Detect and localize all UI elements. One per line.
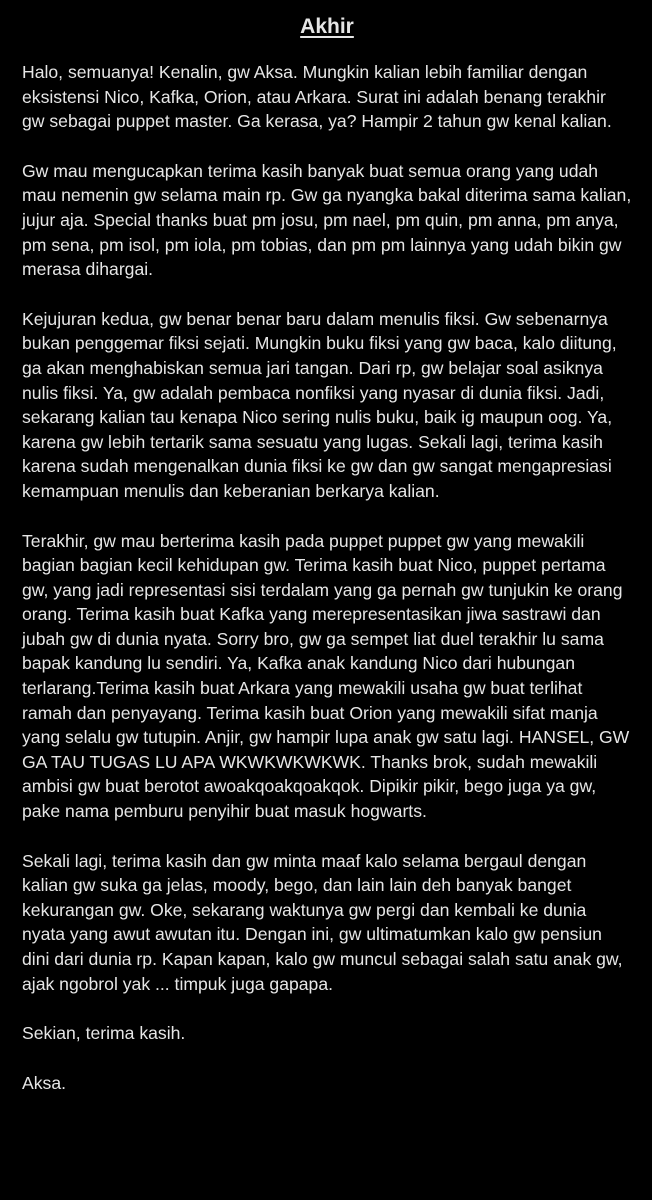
- paragraph-puppets: Terakhir, gw mau berterima kasih pada puppet puppet gw yang mewakili bagian bagian kecil kehidupan gw. Terima kasih buat Nico, puppet pertama gw, yang jadi representasi sisi terdalam yang ga pernah gw tunjukin ke orang orang. Terima kasih buat Kafka yang merepresentasikan jiwa sastrawi dan jubah gw di dunia nyata. Sorry bro, gw ga sempet liat duel terakhir lu sama bapak kandung lu sendiri. Ya, Kafka anak kandung Nico dari hubungan terlarang.Terima kasih buat Arkara yang mewakili usaha gw buat terlihat ramah dan penyayang. Terima kasih buat Orion yang mewakili sifat manja yang selalu gw tutupin. Anjir, gw hampir lupa anak gw satu lagi. HANSEL, GW GA TAU TUGAS LU APA WKWKWKWKWK. Thanks brok, sudah mewakili ambisi gw buat berotot awoakqoakqoakqok. Dipikir pikir, bego juga ya gw, pake nama pemburu penyihir buat masuk hogwarts.: [22, 530, 630, 822]
- paragraph-closing: Sekian, terima kasih.: [22, 1023, 186, 1044]
- signature-text: Aksa.: [22, 1072, 67, 1093]
- page-title: Akhir: [300, 15, 354, 38]
- paragraph-thanks: Gw mau mengucapkan terima kasih banyak buat semua orang yang udah mau nemenin gw selama main rp. Gw ga nyangka bakal diterima sama kalian, jujur aja. Special thanks buat pm josu, pm nael, pm quin, pm anna, pm anya, pm sena, pm isol, pm iola, pm tobias, dan pm pm lainnya yang udah bikin gw merasa dihargai.: [22, 160, 632, 280]
- paragraph-intro: Halo, semuanya! Kenalin, gw Aksa. Mungkin kalian lebih familiar dengan eksistensi Nico, Kafka, Orion, atau Arkara. Surat ini adalah benang terakhir gw sebagai puppet master. Ga kerasa, ya? Hampir 2 tahun gw kenal kalian.: [22, 62, 612, 132]
- paragraph-farewell: Sekali lagi, terima kasih dan gw minta maaf kalo selama bergaul dengan kalian gw suka ga jelas, moody, bego, dan lain lain deh banyak banget kekurangan gw. Oke, sekarang waktunya gw pergi dan kembali ke dunia nyata yang awut awutan itu. Dengan ini, gw ultimatumkan kalo gw pensiun dini dari dunia rp. Kapan kapan, kalo gw muncul sebagai salah satu anak gw, ajak ngobrol yak ... timpuk juga gapapa.: [22, 850, 623, 994]
- paragraph-fiction: Kejujuran kedua, gw benar benar baru dalam menulis fiksi. Gw sebenarnya bukan penggemar fiksi sejati. Mungkin buku fiksi yang gw baca, kalo diitung, ga akan menghabiskan semua jari tangan. Dari rp, gw belajar soal asiknya nulis fiksi. Ya, gw adalah pembaca nonfiksi yang nyasar di dunia fiksi. Jadi, sekarang kalian tau kenapa Nico sering nulis buku, baik ig maupun oog. Ya, karena gw lebih tertarik sama sesuatu yang lugas. Sekali lagi, terima kasih karena sudah mengenalkan dunia fiksi ke gw dan gw sangat mengapresiasi kemampuan menulis dan keberanian berkarya kalian.: [22, 308, 617, 501]
